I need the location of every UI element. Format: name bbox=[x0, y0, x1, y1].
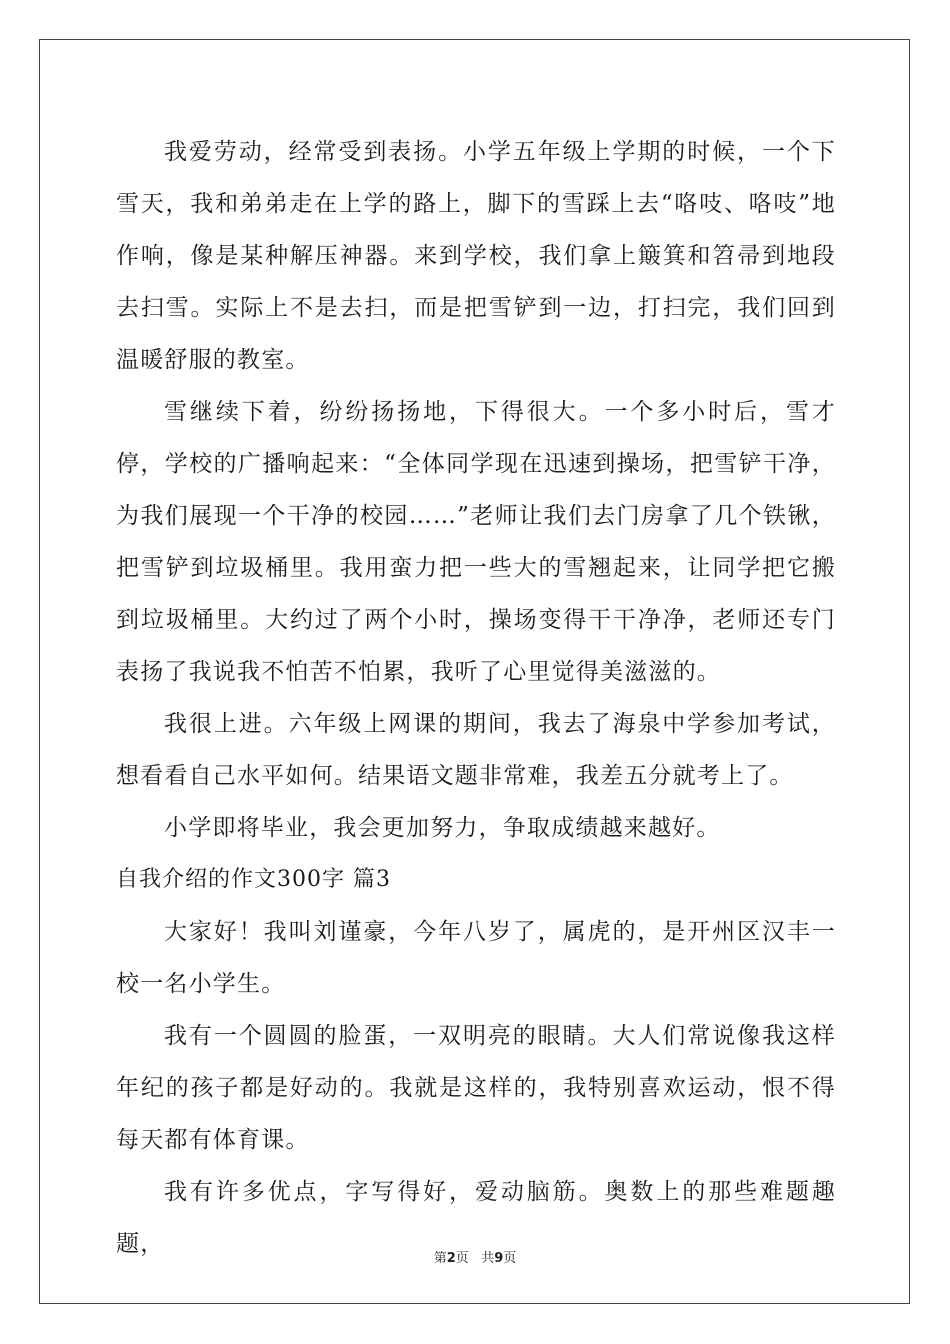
total-suffix: 页 bbox=[503, 1251, 517, 1266]
paragraph-graduation: 小学即将毕业，我会更加努力，争取成绩越来越好。 bbox=[164, 815, 721, 841]
page-number: 2 bbox=[446, 1251, 456, 1266]
section-heading: 自我介绍的作文300字 篇3 bbox=[116, 867, 391, 892]
paragraph-strengths: 我有许多优点，字写得好，爱动脑筋。奥数上的那些难题趣题， bbox=[116, 1179, 836, 1257]
paragraph-exam: 我很上进。六年级上网课的期间，我去了海泉中学参加考试，想看看自己水平如何。结果语文题非常难，我差五分就考上了。 bbox=[116, 711, 836, 789]
total-prefix: 共 bbox=[481, 1251, 495, 1266]
paragraph-snow: 雪继续下着，纷纷扬扬地，下得很大。一个多小时后，雪才停，学校的广播响起来：“全体同学现在迅速到操场，把雪铲干净，为我们展现一个干净的校园……”老师让我们去门房拿了几个铁锹，把雪铲到垃圾桶里。我用蛮力把一些大的雪翘起来，让同学把它搬到垃圾桶里。大约过了两个小时，操场变得干干净净，老师还专门表扬了我说我不怕苦不怕累，我听了心里觉得美滋滋的。 bbox=[116, 399, 836, 685]
page-prefix: 第 bbox=[433, 1251, 447, 1266]
page-suffix: 页 bbox=[455, 1251, 469, 1266]
total-pages: 9 bbox=[494, 1251, 504, 1266]
paragraph-intro: 大家好！我叫刘谨豪，今年八岁了，属虎的，是开州区汉丰一校一名小学生。 bbox=[116, 919, 836, 997]
page-footer bbox=[0, 1247, 950, 1266]
paragraph-appearance: 我有一个圆圆的脸蛋，一双明亮的眼睛。大人们常说像我这样年纪的孩子都是好动的。我就是这样的，我特别喜欢运动，恨不得每天都有体育课。 bbox=[116, 1023, 836, 1153]
document-body bbox=[116, 126, 836, 1270]
paragraph-labor: 我爱劳动，经常受到表扬。小学五年级上学期的时候，一个下雪天，我和弟弟走在上学的路上，脚下的雪踩上去“咯吱、咯吱”地作响，像是某种解压神器。来到学校，我们拿上簸箕和笤帚到地段去扫雪。实际上不是去扫，而是把雪铲到一边，打扫完，我们回到温暖舒服的教室。 bbox=[116, 139, 836, 373]
